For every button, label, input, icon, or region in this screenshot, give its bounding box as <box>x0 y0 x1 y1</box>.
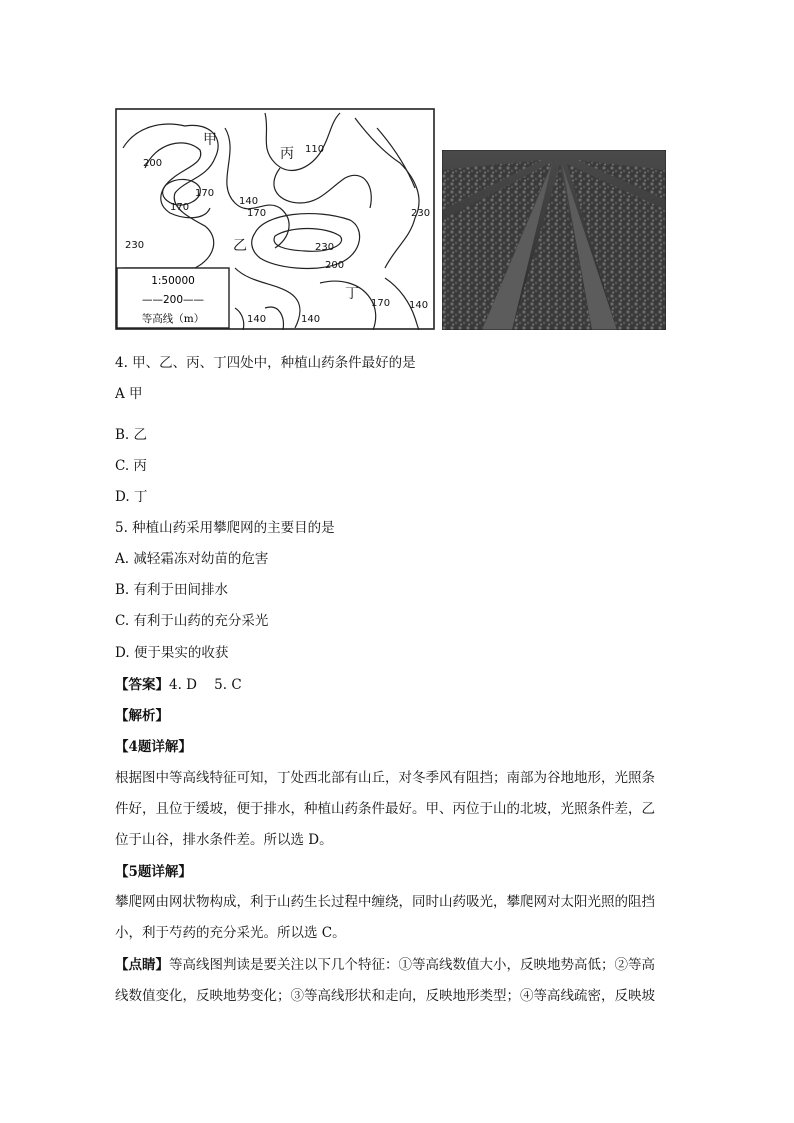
contour-value: 200 <box>143 158 163 169</box>
answer-text: 4. D 5. C <box>169 677 242 693</box>
legend-caption: 等高线（m） <box>141 313 205 325</box>
contour-value: 170 <box>195 188 215 199</box>
tip-line <box>115 950 681 981</box>
question-4-option-b: B. 乙 <box>115 427 148 443</box>
detail-5-line: 攀爬网由网状物构成，利于山药生长过程中缠绕，同时山药吸光，攀爬网对太阳光照的阻挡 <box>115 894 655 910</box>
site-label-bing: 丙 <box>280 146 294 162</box>
map-legend <box>117 268 229 328</box>
contour-value: 170 <box>247 208 267 219</box>
contour-value: 170 <box>371 298 391 309</box>
yam-field-photo <box>442 150 666 330</box>
legend-sample: ——200—— <box>141 294 205 306</box>
question-5-option-b: B. 有利于田间排水 <box>115 582 229 598</box>
detail-5-label: 【5题详解】 <box>115 864 192 880</box>
answer-label: 【答案】 <box>115 677 169 693</box>
tip-text <box>115 950 681 1012</box>
question-4-stem: 4. 甲、乙、丙、丁四处中，种植山药条件最好的是 <box>115 355 416 371</box>
tip-line-1: 线数值变化，反映地势变化；③等高线形状和走向，反映地形类型；④等高线疏密，反映坡 <box>115 988 655 1004</box>
question-4-option-c: C. 丙 <box>115 458 147 474</box>
contour-map <box>115 108 435 330</box>
contour-value: 230 <box>125 240 145 251</box>
site-label-yi: 乙 <box>233 238 247 254</box>
tip-label: 【点睛】 <box>115 957 169 973</box>
question-5-option-a: A. 减轻霜冻对幼苗的危害 <box>115 551 269 567</box>
contour-value: 110 <box>305 144 325 155</box>
contour-value: 140 <box>409 300 429 311</box>
answer-line <box>115 675 242 695</box>
question-5-stem: 5. 种植山药采用攀爬网的主要目的是 <box>115 520 335 536</box>
question-4-option-d: D. 丁 <box>115 489 148 505</box>
legend-scale: 1:50000 <box>151 275 195 287</box>
question-5-option-d: D. 便于果实的收获 <box>115 645 229 661</box>
contour-value: 200 <box>325 260 345 271</box>
question-5-option-c: C. 有利于山药的充分采光 <box>115 613 269 629</box>
detail-4-line: 根据图中等高线特征可知，丁处西北部有山丘，对冬季风有阻挡；南部为谷地地形，光照条 <box>115 770 655 786</box>
contour-value: 230 <box>411 208 431 219</box>
site-label-ding: 丁 <box>345 286 359 302</box>
detail-4-line: 件好，且位于缓坡，便于排水，种植山药条件最好。甲、丙位于山的北坡，光照条件差，乙 <box>115 801 655 817</box>
analysis-label: 【解析】 <box>115 708 169 724</box>
site-label-jia: 甲 <box>203 132 217 148</box>
contour-value: 140 <box>301 314 321 325</box>
question-4-option-a: A 甲 <box>115 386 143 402</box>
contour-value: 230 <box>315 242 335 253</box>
detail-4-line: 位于山谷，排水条件差。所以选 D。 <box>115 832 333 848</box>
contour-value: 170 <box>170 202 190 213</box>
detail-5-text <box>115 887 681 949</box>
detail-5-line: 小，利于芍药的充分采光。所以选 C。 <box>115 925 346 941</box>
tip-line-0: 等高线图判读是要关注以下几个特征：①等高线数值大小，反映地势高低；②等高 <box>169 957 655 973</box>
contour-value: 140 <box>239 196 259 207</box>
detail-4-text <box>115 763 681 856</box>
contour-value: 140 <box>247 314 267 325</box>
detail-4-label: 【4题详解】 <box>115 739 192 755</box>
